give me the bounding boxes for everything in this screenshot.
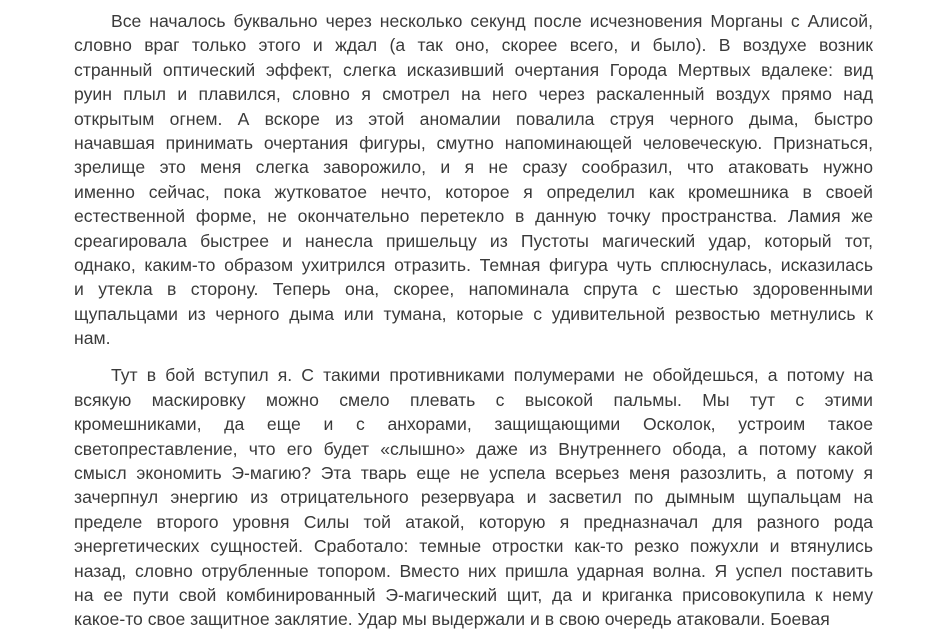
text-line: открытым огнем. А вскоре из этой аномалии повалила струя черного дыма, быстро: [74, 108, 873, 129]
text-line: руин плыл и плавился, словно я смотрел на него через раскаленный воздух прямо над: [74, 84, 873, 105]
text-line: начавшая принимать очертания фигуры, смутно напоминающей человеческую. Признаться,: [74, 133, 873, 154]
text-line: и утекла в сторону. Теперь она, скорее, напоминала спрута с шестью здоровенными: [74, 279, 873, 300]
text-line: Все началось буквально через несколько секунд после исчезновения Морганы с Алисой,: [111, 11, 873, 31]
text-line: назад, словно отрубленные топором. Вместо них пришла ударная волна. Я успел поставить: [74, 560, 873, 581]
paragraph: [74, 9, 873, 351]
text-line: пределе второго уровня Силы той атакой, которую я предназначал для разного рода: [74, 511, 873, 532]
text-line: зачерпнул энергию из отрицательного резервуара и засветил по дымным щупальцам на: [74, 487, 873, 508]
text-line: щупальцами из черного дыма или тумана, которые с удивительной резвостью метнулись к: [74, 303, 873, 324]
text-line: кромешниками, да еще и с анхорами, защищающими Осколок, устроим такое: [74, 414, 873, 435]
text-line: смысл экономить Э-магию? Эта тварь еще не успела всерьез меня разозлить, а потому я: [74, 462, 873, 483]
text-line: странный оптический эффект, слегка исказивший очертания Города Мертвых вдалеке: вид: [74, 59, 873, 80]
text-line: словно враг только этого и ждал (а так оно, скорее всего, и было). В воздухе возник: [74, 35, 873, 56]
text-line: Тут в бой вступил я. С такими противниками полумерами не обойдешься, а потому на: [111, 365, 873, 386]
text-line: среагировала быстрее и нанесла пришельцу из Пустоты магический удар, который тот,: [74, 230, 873, 251]
text-line: светопреставление, что его будет «слышно» даже из Внутреннего обода, а потому какой: [74, 438, 873, 459]
text-line: естественной форме, не окончательно перетекло в данную точку пространства. Ламия же: [74, 206, 873, 227]
text-line: именно сейчас, пока жутковатое нечто, которое я определил как кромешника в своей: [74, 181, 873, 202]
text-line: однако, каким-то образом ухитрился отразить. Темная фигура чуть сплюснулась, исказилась: [74, 255, 873, 276]
paragraph: [74, 363, 873, 631]
text-line: нам.: [74, 328, 111, 349]
document-text: [74, 9, 873, 632]
text-line: всякую маскировку можно смело плевать с высокой пальмы. Мы тут с этими: [74, 389, 873, 410]
text-line: зрелище это меня слегка заворожило, и я не сразу сообразил, что атаковать нужно: [74, 157, 873, 178]
text-line: какое-то свое защитное заклятие. Удар мы выдержали и в свою очередь атаковали. Боевая: [74, 609, 830, 630]
text-line: энергетических сущностей. Сработало: темные отростки как-то резко пожухли и втянулись: [74, 536, 873, 557]
text-line: на ее пути свой комбинированный Э-магический щит, да и криганка присовокупила к нему: [74, 584, 873, 605]
